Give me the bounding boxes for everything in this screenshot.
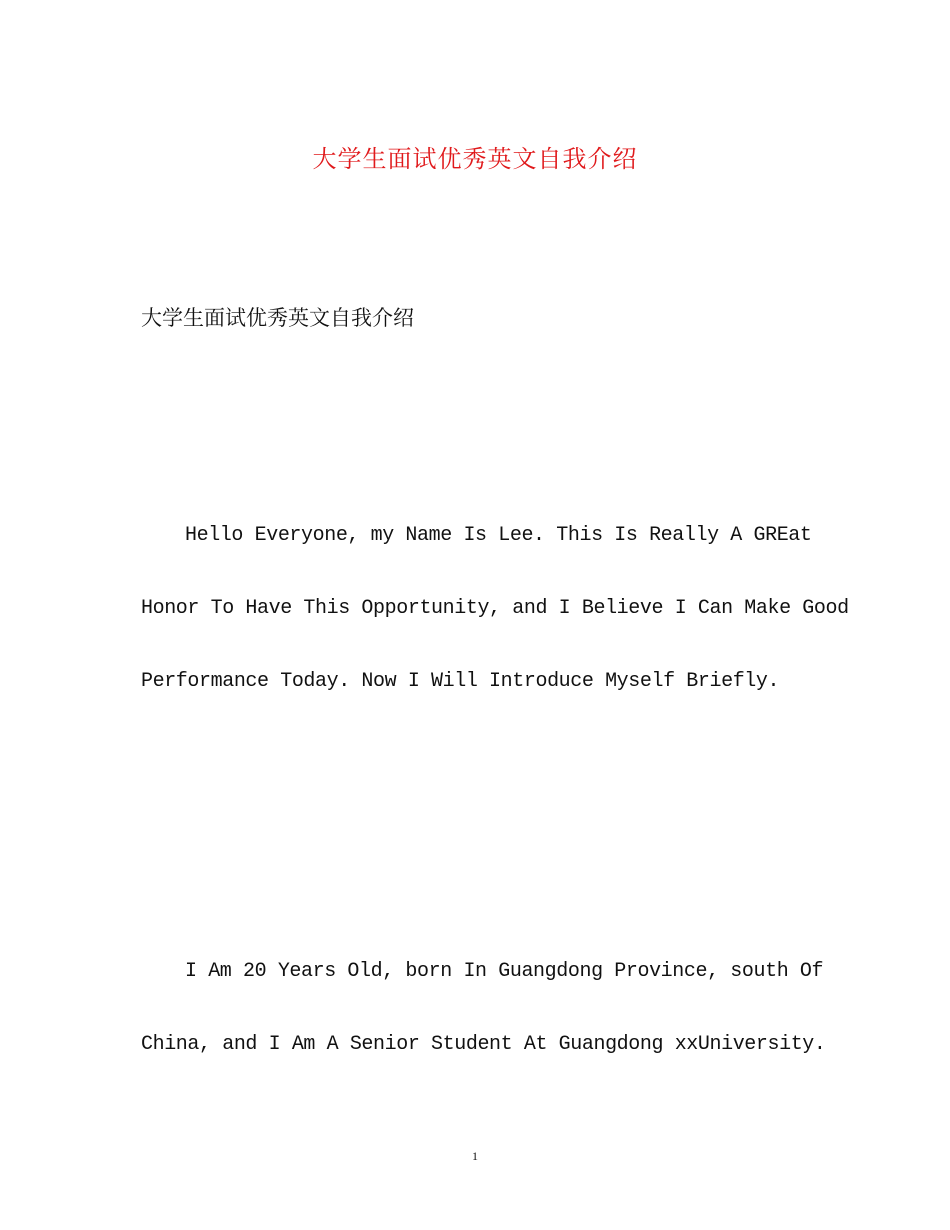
page-number: 1 — [472, 1149, 478, 1163]
paragraph-line: China, and I Am A Senior Student At Guangdong xxUniversity. — [141, 1033, 826, 1056]
document-subtitle: 大学生面试优秀英文自我介绍 — [141, 306, 414, 330]
paragraph-line: I Am 20 Years Old, born In Guangdong Province, south Of — [185, 960, 824, 983]
paragraph-line: Hello Everyone, my Name Is Lee. This Is Really A GREat — [185, 524, 812, 547]
paragraph-line: Performance Today. Now I Will Introduce Myself Briefly. — [141, 670, 780, 693]
page-title: 大学生面试优秀英文自我介绍 — [312, 145, 638, 173]
paragraph-line: Honor To Have This Opportunity, and I Believe I Can Make Good — [141, 597, 849, 620]
